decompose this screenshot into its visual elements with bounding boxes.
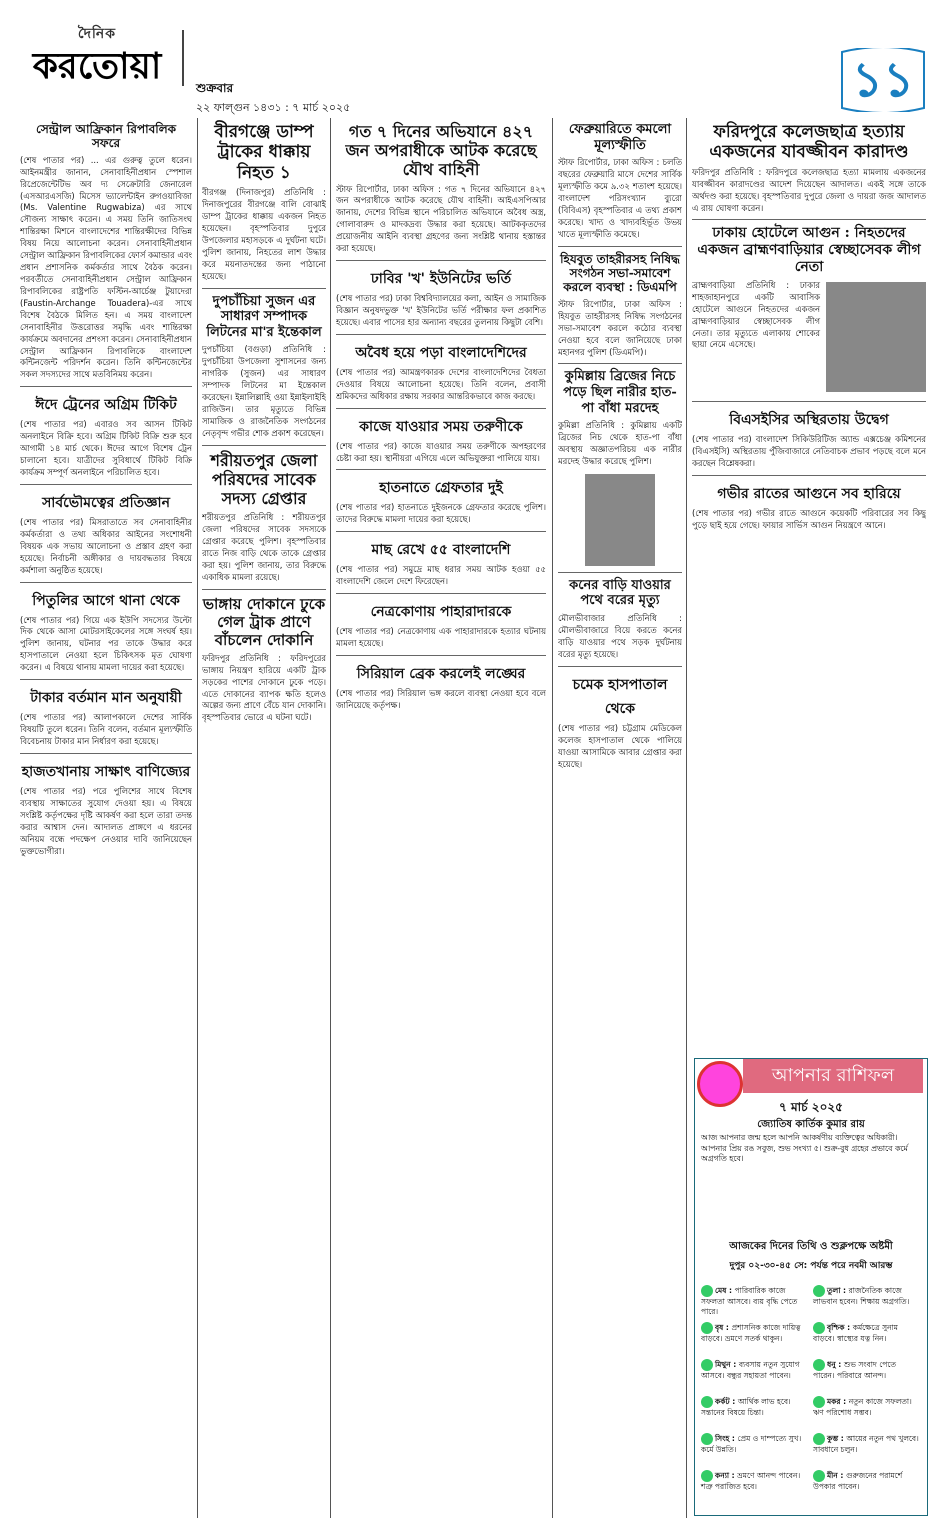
horoscope-item: [813, 1322, 919, 1344]
divider: [336, 334, 546, 335]
zodiac-sign-name: কুম্ভ :: [827, 1434, 847, 1443]
headline[interactable]: বিএসইসির অস্থিরতায় উদ্বেগ: [729, 411, 889, 428]
divider: [558, 246, 682, 247]
column-1: [20, 118, 192, 1513]
horoscope-item: [701, 1359, 807, 1381]
zodiac-prediction: রাজনৈতিক কাজে লাভবান হবেন। শিক্ষায় অগ্রগতি।: [813, 1286, 910, 1306]
article-body: (শেষ পাতার পর) গভীর রাতে আগুনে কয়েকটি পরিবারের সব কিছু পুড়ে ছাই হয়ে গেছে। ফায়ার সার্ভিস আগুন নিয়ন্ত্রণে আনে।: [692, 507, 926, 530]
column-3: [336, 118, 546, 1513]
headline[interactable]: ঈদে ট্রেনের অগ্রিম টিকিট: [35, 397, 177, 414]
news-photo: [585, 474, 655, 566]
article-body: ফরিদপুর প্রতিনিধি : ফরিদপুরে কলেজছাত্র হত্যা মামলায় একজনের যাবজ্জীবন কারাদণ্ডের আদেশ দিয়েছেন আদালত। একই সঙ্গে তাকে অর্থদণ্ড করা হয়েছে। বৃহস্পতিবার দুপুরে জেলা ও দায়রা জজ আদালত এ রায় ঘোষণা করেন।: [692, 166, 926, 213]
divider: [558, 572, 682, 573]
zodiac-sign-name: কর্কট :: [715, 1397, 738, 1406]
headline[interactable]: গভীর রাতের আগুনে সব হারিয়ে: [717, 485, 901, 502]
page-number: ১১: [851, 52, 915, 108]
zodiac-sign-name: কন্যা :: [715, 1471, 738, 1480]
zodiac-prediction: ব্যবসায় নতুন সুযোগ আসবে। বন্ধুর সহায়তা পাবেন।: [701, 1360, 800, 1380]
horoscope-grid: [701, 1285, 921, 1511]
zodiac-prediction: প্রেম ও দাম্পত্যে সুখ। কর্মে উন্নতি।: [701, 1434, 802, 1454]
article-body: (শেষ পাতার পর) মিসরাতাতে সব সেনাবাহিনীর কর্মকর্তারা ও তথ্য অধিকার আইনের সংশোধনী বিষয়ক এক সভায় আলোচনা ও প্রস্তাব গ্রহণ করা হয়েছে। নির্বাচনী অঙ্গীকার ও দায়বদ্ধতার বিষয়ে কর্মশালা অনুষ্ঠিত হয়েছে।: [20, 516, 192, 575]
headline[interactable]: নেত্রকোণায় পাহারাদারকে: [370, 604, 512, 621]
zodiac-sign-name: মিথুন :: [715, 1360, 739, 1369]
horoscope-item: [701, 1322, 807, 1344]
zodiac-sign-name: মকর :: [827, 1397, 849, 1406]
headline[interactable]: গত ৭ দিনের অভিযানে ৪২৭ জন অপরাধীকে আটক করেছে যৌথ বাহিনী: [345, 122, 537, 180]
article-body: (শেষ পাতার পর) সমুদ্রে মাছ ধরার সময় আটক হওয়া ৫৫ বাংলাদেশি জেলে দেশে ফিরেছেন।: [336, 564, 546, 587]
zodiac-prediction: কর্মক্ষেত্রে সুনাম বাড়বে। স্বাস্থ্যের যত্ন নিন।: [813, 1323, 898, 1343]
zodiac-sign-icon: [701, 1359, 713, 1371]
article-body: স্টাফ রিপোর্টার, ঢাকা অফিস : চলতি বছরের ফেব্রুয়ারি মাসে দেশের সার্বিক মূল্যস্ফীতি কমে ৯.৩২ শতাংশ হয়েছে। বাংলাদেশ পরিসংখ্যান ব্যুরো (বিবিএস) বৃহস্পতিবার এ তথ্য প্রকাশ করেছে। খাদ্য ও খাদ্যবহির্ভূত উভয় খাতে মূল্যস্ফীতি কমেছে।: [558, 157, 682, 239]
headline[interactable]: শরীয়তপুর জেলা পরিষদের সাবেক সদস্য গ্রেপ্তার: [210, 450, 318, 509]
column-4: [558, 118, 682, 1513]
masthead: [0, 0, 945, 118]
article-body: স্টাফ রিপোর্টার, ঢাকা অফিস : গত ৭ দিনের অভিযানে ৪২৭ জন অপরাধীকে আটক করেছে যৌথ বাহিনী। আইএসপিআর জানায়, দেশের বিভিন্ন স্থানে পরিচালিত অভিযানে অবৈধ অস্ত্র, গোলাবারুদ ও মাদকদ্রব্য উদ্ধার করা হয়েছে। আটককৃতদের প্রয়োজনীয় আইনি ব্যবস্থা গ্রহণের জন্য সংশ্লিষ্ট থানায় হস্তান্তর করা হয়েছে।: [336, 183, 546, 254]
date-line: ২২ ফাল্গুন ১৪৩১ : ৭ মার্চ ২০২৫: [196, 101, 351, 114]
divider: [336, 260, 546, 261]
article-body: দুপচাঁচিয়া (বগুড়া) প্রতিনিধি : দুপচাঁচিয়া উপজেলা সুশাসনের জন্য নাগরিক (সুজন) এর সাধারণ সম্পাদক লিটনের মা ইন্তেকাল করেছেন। ইন্নালিল্লাহি ওয়া ইন্নাইলাইহি রাজিউন। তার মৃত্যুতে বিভিন্ন সামাজিক ও রাজনৈতিক সংগঠনের নেতৃবৃন্দ গভীর শোক প্রকাশ করেছেন।: [202, 344, 326, 438]
headline[interactable]: পিতুলির আগে থানা থেকে: [32, 592, 180, 609]
article-body: (শেষ পাতার পর) সিরিয়াল ভঙ্গ করলে ব্যবস্থা নেওয়া হবে বলে জানিয়েছে কর্তৃপক্ষ।: [336, 688, 546, 710]
newspaper-logo[interactable]: [22, 22, 172, 92]
divider: [20, 386, 192, 387]
horoscope-item: [701, 1433, 807, 1455]
headline[interactable]: টাকার বর্তমান মান অনুযায়ী: [30, 690, 182, 707]
article-body: (শেষ পাতার পর) গিয়ে এক ইউপি সদস্যের উল্টো দিক থেকে আসা মোটরসাইকেলের সঙ্গে সংঘর্ষ হয়। পুলিশ জানায়, ঘটনার পর তাকে উদ্ধার করে হাসপাতালে নেওয়া হলে চিকিৎসক মৃত ঘোষণা করেন। এ বিষয়ে থানায় মামলা দায়ের করা হয়েছে।: [20, 614, 192, 673]
headline[interactable]: ফরিদপুরে কলেজছাত্র হত্যায় একজনের যাবজ্জীবন কারাদণ্ড: [709, 122, 909, 163]
zodiac-prediction: শুভ সংবাদ পেতে পারেন। পরিবারে আনন্দ।: [813, 1360, 896, 1380]
headline[interactable]: কুমিল্লায় ব্রিজের নিচে পড়ে ছিল নারীর হাত-পা বাঁধা মরদেহ: [563, 369, 677, 416]
zodiac-prediction: প্রশাসনিক কাজে দায়িত্ব বাড়বে। ভ্রমণে সতর্ক থাকুন।: [701, 1323, 801, 1343]
article-body: বীরগঞ্জ (দিনাজপুর) প্রতিনিধি : দিনাজপুরের বীরগঞ্জে বালি বোঝাই ডাম্প ট্রাকের ধাক্কায় একজন নিহত হয়েছেন। বৃহস্পতিবার দুপুরে উপজেলার মহাসড়কে এ দুর্ঘটনা ঘটে। পুলিশ জানায়, নিহতের লাশ উদ্ধার করে ময়নাতদন্তের জন্য পাঠানো হয়েছে।: [202, 187, 326, 281]
zodiac-prediction: আর্থিক লাভ হবে। সন্তানের বিষয়ে চিন্তা।: [701, 1397, 791, 1417]
zodiac-prediction: নতুন কাজে সফলতা। ঋণ পরিশোধ সম্ভব।: [813, 1397, 912, 1417]
zodiac-sign-name: সিংহ :: [715, 1434, 738, 1443]
zodiac-sign-name: বৃশ্চিক :: [827, 1323, 853, 1332]
headline[interactable]: সেন্ট্রাল আফ্রিকান রিপাবলিক সফরে: [35, 122, 177, 151]
headline[interactable]: ভাঙ্গায় দোকানে ঢুকে গেল ট্রাক প্রাণে বাঁচলেন দোকানি: [202, 594, 326, 649]
divider: [336, 593, 546, 594]
zodiac-sign-icon: [701, 1396, 713, 1408]
zodiac-sign-icon: [813, 1322, 825, 1334]
divider: [692, 475, 926, 476]
news-photo: [826, 282, 926, 392]
zodiac-sign-icon: [701, 1433, 713, 1445]
horoscope-item: [813, 1433, 919, 1455]
page-number-badge: [838, 48, 928, 112]
article-body: (শেষ পাতার পর) নেত্রকোণায় এক পাহারাদারকে হত্যার ঘটনায় মামলা হয়েছে।: [336, 626, 546, 649]
headline[interactable]: মাছ রেখে ৫৫ বাংলাদেশি: [371, 542, 511, 559]
headline[interactable]: কাজে যাওয়ার সময় তরুণীকে: [359, 418, 523, 435]
divider: [558, 666, 682, 667]
tithi-info: [701, 1239, 921, 1273]
horoscope-date: ৭ মার্চ ২০২৫: [779, 1100, 843, 1114]
column-divider: [686, 118, 687, 1518]
zodiac-sign-name: তুলা :: [827, 1286, 849, 1295]
divider: [336, 655, 546, 656]
article-body: (শেষ পাতার পর) পরে পুলিশের সাথে বিশেষ ব্যবস্থায় সাক্ষাতের সুযোগ দেওয়া হয়। এ বিষয়ে সংশ্লিষ্ট কর্তৃপক্ষের দৃষ্টি আকর্ষণ করা হলে তারা তদন্ত করার আশ্বাস দেন। আদালত প্রাঙ্গণে এ ধরনের অনিয়ম বন্ধে পদক্ষেপ নেওয়ার দাবি জানিয়েছেন ভুক্তভোগীরা।: [20, 785, 192, 856]
zodiac-prediction: ভ্রমণে আনন্দ পাবেন। শত্রু পরাজিত হবে।: [701, 1471, 801, 1491]
article-body: (শেষ পাতার পর) হাতনাতে দুইজনকে গ্রেফতার করেছে পুলিশ। তাদের বিরুদ্ধে মামলা দায়ের করা হয়েছে।: [336, 502, 546, 525]
horoscope-item: [813, 1470, 919, 1492]
logo-small-text: দৈনিক: [77, 26, 117, 42]
headline[interactable]: বীরগঞ্জে ডাম্প ট্রাকের ধাক্কায় নিহত ১: [214, 122, 314, 183]
divider: [20, 582, 192, 583]
zodiac-sign-icon: [813, 1433, 825, 1445]
horoscope-item: [813, 1359, 919, 1381]
logo-big-text: করতোয়া: [32, 45, 162, 87]
column-5: [692, 118, 926, 1053]
divider: [202, 589, 326, 590]
article-body: (শেষ পাতার পর) ... এর গুরুত্ব তুলে ধরেন। আইনমন্ত্রীর জানান, সেনাবাহিনীপ্রধান স্পেশাল রিপ্রেজেন্টেটিভ অব দ্য সেক্রেটারি জেনারেল (এসআরএসজি) মিসেস ভ্যালেন্টাইন রুগওয়াবিজা (Ms. Valentine Rugwabiza) এর সাথে সৌজন্য সাক্ষাৎ করেন। এ সময় তিনি জাতিসংঘ শান্তিরক্ষা মিশনে বাংলাদেশের শান্তিরক্ষীদের বিভিন্ন বিষয় নিয়ে আলোচনা করেন। সেনাবাহিনীপ্রধান সেন্ট্রাল আফ্রিকান রিপাবলিকের ফোর্স কমান্ডার এবং প্রধান প্রশাসনিক কর্মকর্তার সাথে বৈঠক করেন। পরবর্তীতে সেনাবাহিনীপ্রধান সেন্ট্রাল আফ্রিকান রিপাবলিকের রাষ্ট্রপতি ফস্টিন-আর্চেঞ্জ টুয়াদেরা (Faustin-Archange Touadera)-এর সাথে বিশেষ বৈঠকে মিলিত হন। এ সময় বাংলাদেশ সেনাবাহিনীর উত্তরোত্তর সমৃদ্ধি এবং শান্তিরক্ষা কার্যক্রমে অবদানের প্রশংসা করেন। সেনাবাহিনীপ্রধান সেন্ট্রাল আফ্রিকান রিপাবলিকে বাংলাদেশ কন্টিনজেন্ট পরিদর্শন করেন। তিনি কন্টিনজেন্টের সকল সদস্যদের সাথে মতবিনিময় করেন।: [20, 154, 192, 380]
zodiac-sign-name: মীন :: [827, 1471, 847, 1480]
article-body: (শেষ পাতার পর) আলাপকালে দেশের সার্বিক বিষয়টি তুলে ধরেন। তিনি বলেন, বর্তমান মূল্যস্ফীতি বিবেচনায় টাকার মান নির্ধারণ করা হয়েছে।: [20, 712, 192, 746]
headline[interactable]: সিরিয়াল ব্রেক করলেই লঙ্ঘের: [356, 666, 526, 682]
column-2: [202, 118, 326, 1513]
divider: [20, 753, 192, 754]
zodiac-prediction: পারিবারিক কাজে সফলতা আসবে। ব্যয় বৃদ্ধি পেতে পারে।: [701, 1286, 798, 1316]
article-body: স্টাফ রিপোর্টার, ঢাকা অফিস : হিযবুত তাহরীরসহ নিষিদ্ধ সংগঠনের সভা-সমাবেশ করলে কঠোর ব্যবস্থা নেওয়া হবে বলে জানিয়েছে ঢাকা মহানগর পুলিশ (ডিএমপি)।: [558, 298, 682, 357]
horoscope-item: [701, 1396, 807, 1418]
zodiac-sign-icon: [701, 1470, 713, 1482]
tithi-title: আজকের দিনের তিথি ও শুক্লপক্ষে অষ্টমী: [729, 1241, 893, 1252]
divider: [336, 531, 546, 532]
headline[interactable]: সার্বভৌমত্বের প্রতিজ্ঞান: [42, 494, 170, 511]
headline[interactable]: হাজতখানায় সাক্ষাৎ বাণিজ্যের: [21, 763, 191, 780]
horoscope-title[interactable]: আপনার রাশিফল: [743, 1059, 923, 1093]
headline[interactable]: হিযবুত তাহরীরসহ নিষিদ্ধ সংগঠন সভা-সমাবেশ করলে ব্যবস্থা : ডিএমপি: [560, 251, 680, 295]
article-body: (শেষ পাতার পর) আমন্ত্রণকারক দেশের বাংলাদেশিদের বৈধতা দেওয়ার বিষয়ে আলোচনা হয়েছে। তিনি বলেন, প্রবাসী শ্রমিকদের অধিকার রক্ষায় সরকার আন্তরিকভাবে কাজ করছে।: [336, 366, 546, 401]
article-body: শরীয়তপুর প্রতিনিধি : শরীয়তপুর জেলা পরিষদের সাবেক সদস্যকে গ্রেপ্তার করেছে পুলিশ। বৃহস্পতিবার রাতে নিজ বাড়ি থেকে তাকে গ্রেপ্তার করা হয়। পুলিশ জানায়, তার বিরুদ্ধে একাধিক মামলা রয়েছে।: [202, 512, 326, 582]
divider: [692, 219, 926, 220]
headline[interactable]: ফেব্রুয়ারিতে কমলো মূল্যস্ফীতি: [568, 122, 672, 153]
article-body: (শেষ পাতার পর) কাজে যাওয়ার সময় তরুণীকে অপহরণের চেষ্টা করা হয়। স্থানীয়রা এগিয়ে এলে অভিযুক্তরা পালিয়ে যায়।: [336, 440, 546, 463]
zodiac-sign-icon: [813, 1359, 825, 1371]
divider: [336, 469, 546, 470]
horoscope-intro: আজ আপনার জন্ম হলে আপনি আকর্ষণীয় ব্যক্তিত্বের অধিকারী। আপনার প্রিয় রঙ সবুজ, শুভ সংখ্যা ৫। শুক্র-বুধ গ্রহের প্রভাবে কর্মে অগ্রগতি হবে।: [701, 1133, 908, 1164]
masthead-divider: [182, 30, 184, 86]
zodiac-sign-name: বৃষ :: [715, 1323, 732, 1332]
zodiac-sign-icon: [701, 1285, 713, 1297]
column-divider: [197, 118, 198, 1518]
zodiac-sign-name: ধনু :: [827, 1360, 844, 1369]
horoscope-author: জ্যোতিষ কার্তিক কুমার রায়: [757, 1119, 865, 1130]
headline[interactable]: ঢাকায় হোটেলে আগুন : নিহতদের একজন ব্রাহ্মণবাড়িয়ার স্বেচ্ছাসেবক লীগ নেতা: [697, 225, 921, 276]
zodiac-prediction: আয়ের নতুন পথ খুলবে। সাবধানে চলুন।: [813, 1434, 919, 1454]
horoscope-item: [701, 1285, 807, 1317]
zodiac-sign-icon: [813, 1285, 825, 1297]
article-body: মৌলভীবাজার প্রতিনিধি : মৌলভীবাজারে বিয়ে করতে কনের বাড়ি যাওয়ার পথে সড়ক দুর্ঘটনায় বরের মৃত্যু হয়েছে।: [558, 613, 682, 659]
column-divider: [330, 118, 331, 1518]
article-body: (শেষ পাতার পর) চট্টগ্রাম মেডিকেল কলেজ হাসপাতাল থেকে পালিয়ে যাওয়া আসামিকে আবার গ্রেপ্তার করা হয়েছে।: [558, 722, 682, 769]
divider: [336, 408, 546, 409]
headline[interactable]: অবৈধ হয়ে পড়া বাংলাদেশিদের: [355, 344, 527, 361]
article-body: ফরিদপুর প্রতিনিধি : ফরিদপুরের ভাঙ্গায় নিয়ন্ত্রণ হারিয়ে একটি ট্রাক সড়কের পাশের দোকানে ঢুকে পড়ে। এতে দোকানের ব্যাপক ক্ষতি হলেও অল্পের জন্য প্রাণে বেঁচে যান দোকানি। বৃহস্পতিবার ভোরে এ ঘটনা ঘটে।: [202, 652, 326, 723]
article-body: কুমিল্লা প্রতিনিধি : কুমিল্লায় একটি ব্রিজের নিচ থেকে হাত-পা বাঁধা অবস্থায় অজ্ঞাতপরিচয় এক নারীর মরদেহ উদ্ধার করেছে পুলিশ।: [558, 420, 682, 466]
divider: [202, 288, 326, 289]
headline[interactable]: ঢাবির 'খ' ইউনিটের ভর্তি: [370, 271, 512, 288]
article-body: (শেষ পাতার পর) ঢাকা বিশ্ববিদ্যালয়ের কলা, আইন ও সামাজিক বিজ্ঞান অনুষদভুক্ত 'খ' ইউনিটের ভর্তি পরীক্ষার ফল প্রকাশিত হয়েছে। এবার পাসের হার অন্যান্য বছরের তুলনায় কিছুটা বেশি।: [336, 293, 546, 327]
divider: [692, 401, 926, 402]
headline[interactable]: কনের বাড়ি যাওয়ার পথে বরের মৃত্যু: [569, 577, 671, 609]
article-body: (শেষ পাতার পর) বাংলাদেশ সিকিউরিটিজ অ্যান্ড এক্সচেঞ্জ কমিশনের (বিএসইসি) অস্থিরতায় পুঁজিবাজারে নেতিবাচক প্রভাব পড়ছে বলে মনে করছেন বিশ্লেষকরা।: [692, 433, 926, 468]
column-divider: [552, 118, 553, 1518]
headline[interactable]: চমেক হাসপাতাল থেকে: [572, 676, 668, 717]
divider: [20, 484, 192, 485]
horoscope-item: [813, 1396, 919, 1418]
zodiac-sign-name: মেষ :: [715, 1286, 735, 1295]
divider: [202, 445, 326, 446]
day-name: শুক্রবার: [196, 81, 234, 95]
tithi-subtitle: দুপুর ০২-৩০-৪৫ সে: পর্যন্ত পরে নবমী আরম্ভ: [729, 1261, 893, 1271]
horoscope-item: [701, 1470, 807, 1492]
horoscope-item: [813, 1285, 919, 1307]
horoscope-box: [694, 1058, 928, 1516]
zodiac-sign-icon: [813, 1470, 825, 1482]
zodiac-sign-icon: [813, 1396, 825, 1408]
zodiac-sign-icon: [701, 1322, 713, 1334]
article-body: ব্রাহ্মণবাড়িয়া প্রতিনিধি : ঢাকার শাহজাহানপুরে একটি আবাসিক হোটেলে আগুনে নিহতদের একজন ব্রাহ্মণবাড়িয়ার স্বেচ্ছাসেবক লীগ নেতা। তার মৃত্যুতে এলাকায় শোকের ছায়া নেমে এসেছে।: [692, 279, 820, 350]
zodiac-prediction: গুরুজনের পরামর্শে উপকার পাবেন।: [813, 1471, 903, 1491]
divider: [20, 679, 192, 680]
headline[interactable]: হাতনাতে গ্রেফতার দুই: [379, 480, 503, 497]
divider: [558, 363, 682, 364]
headline[interactable]: দুপচাঁচিয়া সুজন এর সাধারণ সম্পাদক লিটনের মা'র ইন্তেকাল: [206, 293, 322, 340]
article-body: (শেষ পাতার পর) এবারও সব আসন টিকিট অনলাইনে বিক্রি হবে। অগ্রিম টিকিট বিক্রি শুরু হবে আগামী ১৪ মার্চ থেকে। ঈদের আগে বিশেষ ট্রেন চালানো হবে। যাত্রীদের সুবিধার্থে টিকিট বিক্রি কার্যক্রম সম্পূর্ণ অনলাইনে পরিচালিত হবে।: [20, 419, 192, 477]
